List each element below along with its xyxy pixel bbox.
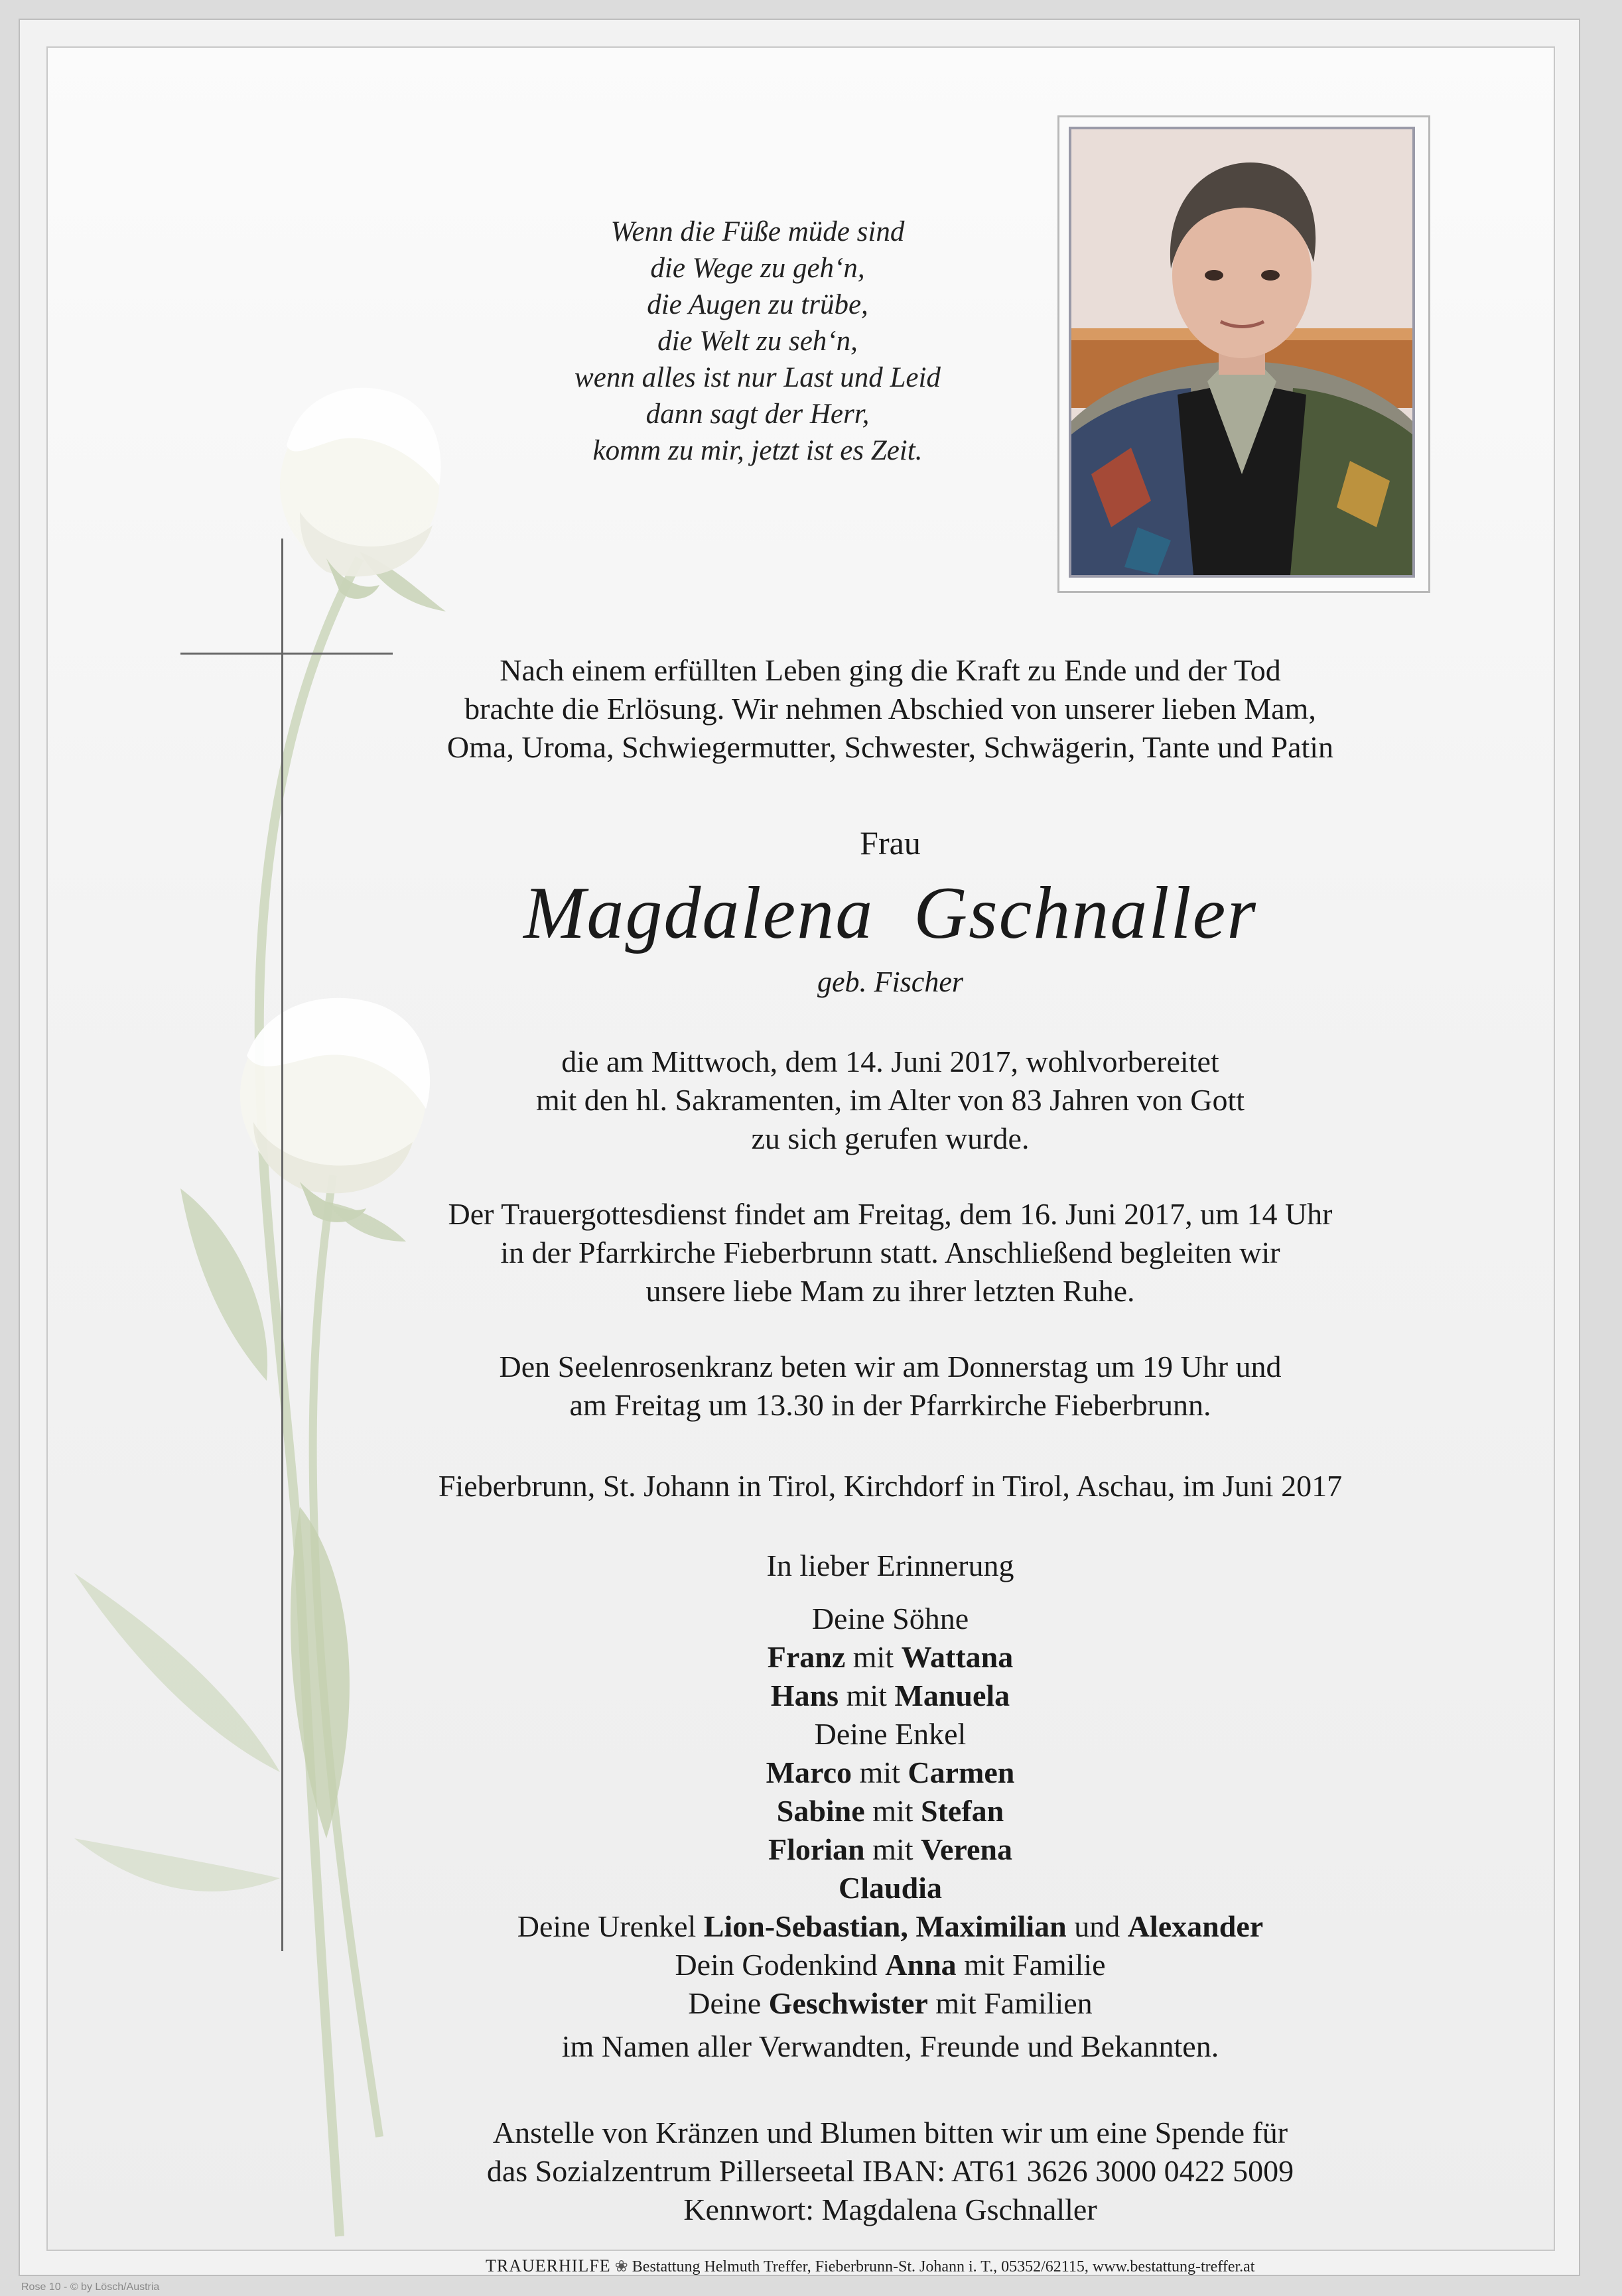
sons-label: Deine Söhne bbox=[811, 1602, 969, 1635]
portrait-photo bbox=[1069, 127, 1415, 578]
intro-text bbox=[419, 651, 1361, 767]
text-line: Kennwort: Magdalena Gschnaller bbox=[683, 2193, 1097, 2226]
text-line: Anstelle von Kränzen und Blumen bitten wir um eine Spende für bbox=[492, 2116, 1288, 2149]
salutation: Frau bbox=[860, 824, 921, 861]
godchild-entry: Dein Godenkind Anna mit Familie bbox=[675, 1948, 1106, 1982]
rose-top bbox=[280, 388, 440, 599]
footer-details: Bestattung Helmuth Treffer, Fieberbrunn-St. Johann i. T., 05352/62115, www.bestattung-treffer.at bbox=[632, 2258, 1255, 2275]
text-line: am Freitag um 13.30 in der Pfarrkirche Fieberbrunn. bbox=[569, 1388, 1211, 1422]
poem-line: Wenn die Füße müde sind bbox=[610, 216, 905, 247]
deceased-name bbox=[419, 870, 1361, 956]
siblings-entry: Deine Geschwister mit Familien bbox=[688, 1986, 1093, 2020]
poem-line: dann sagt der Herr, bbox=[645, 399, 870, 430]
family-entry: Sabine mit Stefan bbox=[776, 1794, 1004, 1828]
intro-line: brachte die Erlösung. Wir nehmen Abschied von unserer lieben Mam, bbox=[464, 692, 1316, 726]
deceased-name-text: Magdalena Gschnaller bbox=[523, 872, 1257, 954]
funeral-service-info bbox=[419, 1195, 1361, 1310]
place-and-date: Fieberbrunn, St. Johann in Tirol, Kirchdorf in Tirol, Aschau, im Juni 2017 bbox=[438, 1469, 1343, 1503]
obituary-card bbox=[46, 46, 1555, 2275]
cross-vertical-line bbox=[281, 539, 283, 1951]
poem-line: die Augen zu trübe, bbox=[647, 289, 868, 320]
cross-horizontal-line bbox=[180, 653, 393, 655]
poem-line: wenn alles ist nur Last und Leid bbox=[574, 362, 941, 393]
funeral-home-footer bbox=[486, 2256, 1481, 2276]
text-line: mit den hl. Sakramenten, im Alter von 83 Jahren von Gott bbox=[535, 1083, 1245, 1117]
text-line: in der Pfarrkirche Fieberbrunn statt. Anschließend begleiten wir bbox=[500, 1236, 1280, 1269]
text-line: unsere liebe Mam zu ihrer letzten Ruhe. bbox=[645, 1274, 1135, 1308]
birth-name: geb. Fischer bbox=[817, 966, 963, 998]
text-line: Den Seelenrosenkranz beten wir am Donnerstag um 19 Uhr und bbox=[499, 1350, 1282, 1383]
family-entry: Claudia bbox=[839, 1871, 942, 1905]
poem-line: die Welt zu seh‘n, bbox=[657, 326, 858, 357]
leaf-icon: ❀ bbox=[614, 2258, 628, 2275]
poem-line: komm zu mir, jetzt ist es Zeit. bbox=[592, 435, 923, 466]
family-entry: Hans mit Manuela bbox=[770, 1679, 1010, 1712]
footer-brand: TRAUERHILFE bbox=[486, 2256, 611, 2275]
copyright-note: Rose 10 - © by Lösch/Austria bbox=[21, 2281, 160, 2293]
portrait-illustration bbox=[1071, 129, 1412, 575]
closing-line: im Namen aller Verwandten, Freunde und Bekannten. bbox=[561, 2029, 1219, 2063]
poem bbox=[459, 214, 1056, 469]
text-line: das Sozialzentrum Pillerseetal IBAN: AT61 3626 3000 0422 5009 bbox=[486, 2154, 1294, 2188]
death-announcement bbox=[419, 1043, 1361, 1158]
rosary-info bbox=[419, 1348, 1361, 1425]
family-list bbox=[419, 1600, 1361, 2023]
family-entry: Franz mit Wattana bbox=[767, 1640, 1014, 1674]
poem-line: die Wege zu geh‘n, bbox=[650, 253, 865, 284]
intro-line: Oma, Uroma, Schwiegermutter, Schwester, Schwägerin, Tante und Patin bbox=[446, 730, 1334, 764]
family-entry: Marco mit Carmen bbox=[766, 1755, 1015, 1789]
in-memory-label: In lieber Erinnerung bbox=[766, 1549, 1014, 1582]
obituary-sheet bbox=[19, 19, 1580, 2276]
text-line: Der Trauergottesdienst findet am Freitag, dem 16. Juni 2017, um 14 Uhr bbox=[448, 1197, 1333, 1231]
grandchildren-label: Deine Enkel bbox=[814, 1717, 967, 1751]
family-entry: Florian mit Verena bbox=[768, 1832, 1012, 1866]
portrait-frame bbox=[1057, 115, 1430, 593]
text-line: zu sich gerufen wurde. bbox=[751, 1121, 1030, 1155]
donation-request bbox=[419, 2114, 1361, 2229]
intro-line: Nach einem erfüllten Leben ging die Kraft zu Ende und der Tod bbox=[500, 653, 1281, 687]
text-line: die am Mittwoch, dem 14. Juni 2017, wohlvorbereitet bbox=[561, 1045, 1219, 1078]
great-grandchildren-entry: Deine Urenkel Lion-Sebastian, Maximilian und Alexander bbox=[517, 1909, 1264, 1943]
